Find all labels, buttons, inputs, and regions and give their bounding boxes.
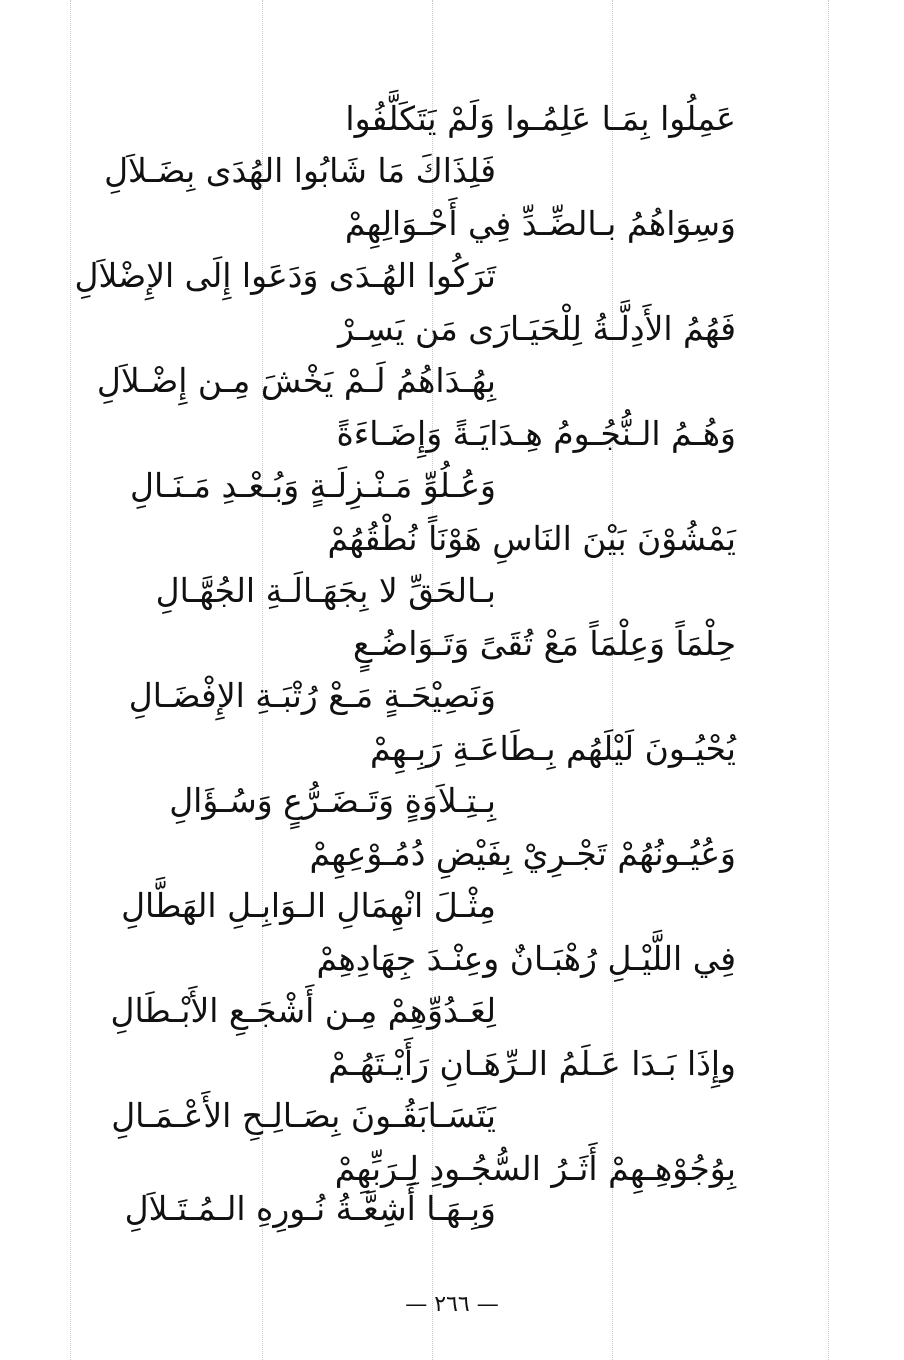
- verse-line: بِـتِـلاَوَةٍ وَتَـضَـرُّعٍ وَسُـؤَالِ: [169, 781, 496, 820]
- verse-line: وَهُـمُ الـنُّجُـومُ هِـدَايَـةً وَإِضَـاءَةً: [336, 414, 736, 453]
- page-number: — ٢٦٦ —: [405, 1292, 499, 1317]
- verse-line: يَمْشُوْنَ بَيْنَ النَاسِ هَوْنَاً نُطْقُهُمْ: [327, 519, 736, 558]
- verse-line: بـالحَقِّ لا بِجَهَـالَـةِ الجُهَّـالِ: [155, 571, 496, 610]
- verse-line: فِي اللَّيْـلِ رُهْبَـانٌ وعِنْـدَ جِهَادِهِمْ: [316, 939, 736, 978]
- verse-line: تَرَكُوا الهُـدَى وَدَعَوا إِلَى الإِضْلاَلِ: [74, 256, 496, 295]
- verse-line: فَهُمُ الأَدِلَّـةُ لِلْحَيَـارَى مَن يَسِـرْ: [337, 309, 736, 348]
- verse-line: بِوُجُوْهِـهِمْ أَثَـرُ السُّجُـودِ لِـرَبِّهِمْ: [334, 1149, 736, 1188]
- verse-line: وَعُـلُوِّ مَـنْـزِلَـةٍ وَبُـعْـدِ مَـنَـالِ: [129, 466, 496, 505]
- verse-line: مِثْـلَ انْهِمَالِ الـوَابِـلِ الهَطَّالِ: [121, 886, 496, 925]
- verse-line: وَنَصِيْحَـةٍ مَـعْ رُتْبَـةِ الإِفْضَـالِ: [128, 676, 496, 715]
- verse-line: يَتَسَـابَقُـونَ بِصَـالِـحِ الأَعْـمَـالِ: [111, 1096, 496, 1135]
- verse-line: وَسِوَاهُمُ بـالضِّـدِّ فِي أَحْـوَالِهِمْ: [344, 204, 736, 243]
- verse-line: وَعُيُـونُهُمْ تَجْـرِيْ بِفَيْضِ دُمُـوْعِهِمْ: [309, 834, 736, 873]
- poem-body: [0, 96, 904, 1236]
- verse-line: يُحْيُـونَ لَيْلَهُم بِـطَاعَـةِ رَبِـهِمْ: [370, 729, 736, 768]
- verse-line: فَلِذَاكَ مَا شَابُوا الهُدَى بِضَـلاَلِ: [104, 151, 496, 190]
- verse-line: لِعَـدُوِّهِمْ مِـن أَشْجَـعِ الأَبْـطَالِ: [110, 991, 496, 1030]
- verse-line: وَبِـهَـا أَشِعَّـةُ نُـورِهِ الـمُـتَـلاَلِ: [124, 1189, 496, 1228]
- verse-line: وإِذَا بَـدَا عَـلَمُ الـرِّهَـانِ رَأَيْـتَهُـمْ: [328, 1044, 736, 1083]
- verse-line: حِلْمَاً وَعِلْمَاً مَعْ تُقَىً وَتَـوَاضُـعٍ: [353, 624, 736, 663]
- verse-line: بِهُـدَاهُمُ لَـمْ يَخْشَ مِـن إِضْـلاَلِ: [96, 361, 496, 400]
- verse-line: عَمِلُوا بِمَـا عَلِمُـوا وَلَمْ يَتَكَلَّفُوا: [345, 99, 736, 138]
